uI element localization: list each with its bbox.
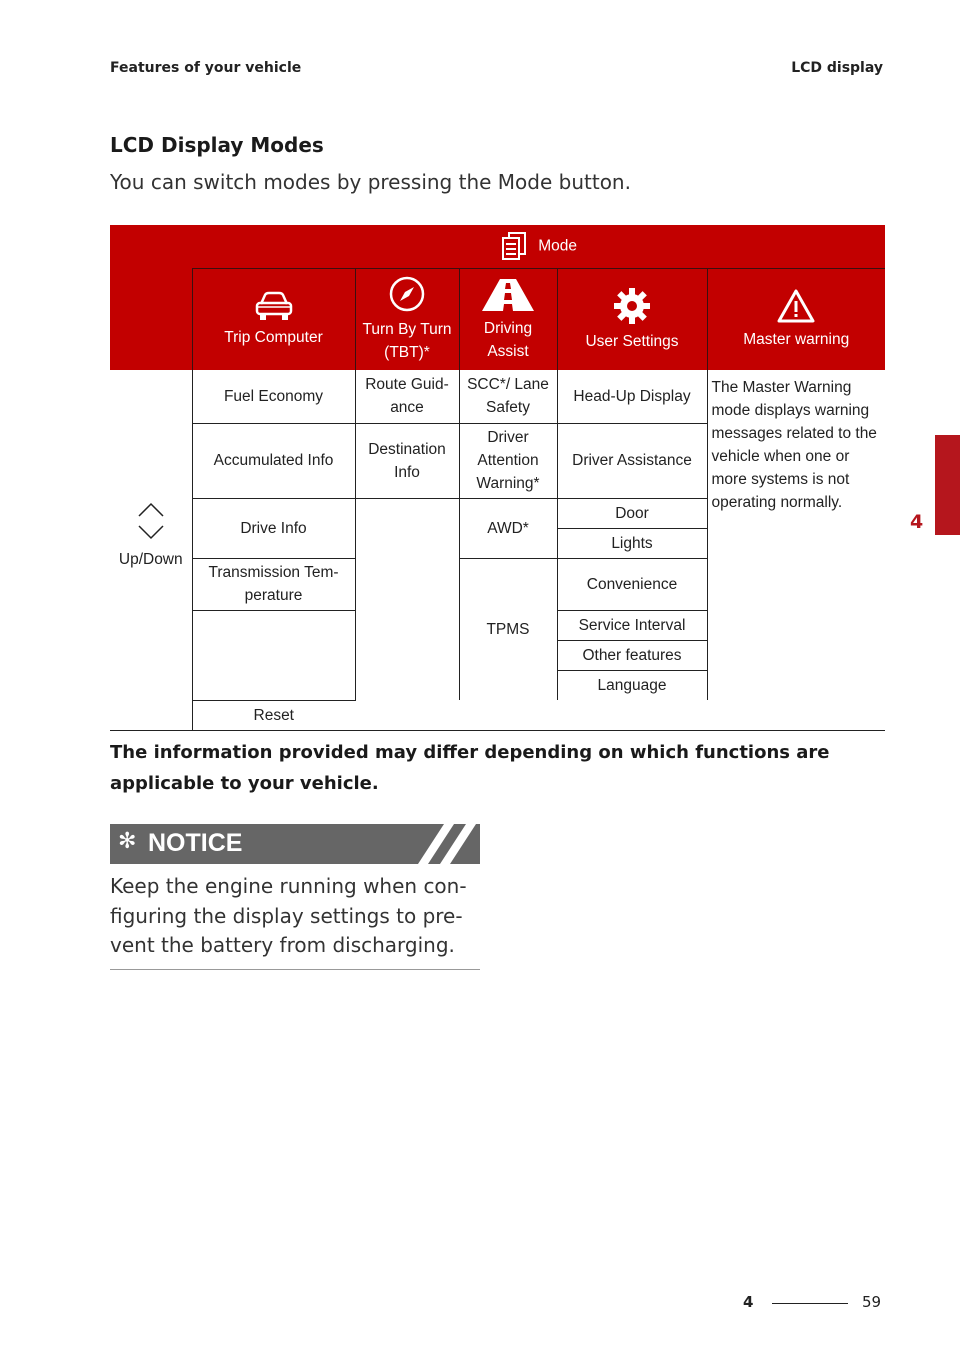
- user-item: Language: [557, 670, 707, 700]
- disclaimer-text: The information provided may differ depending on which functions are applicable to your vehicle.: [110, 742, 830, 794]
- lcd-modes-table: [110, 225, 885, 731]
- user-item: Reset: [192, 700, 355, 730]
- user-item: Service Interval: [557, 610, 707, 640]
- driving-item: TPMS: [459, 558, 557, 700]
- page-number: 59: [862, 1293, 882, 1311]
- table-corner: [110, 225, 192, 370]
- footer-chapter: 4: [743, 1293, 754, 1311]
- tbt-item: Route Guid-ance: [355, 370, 459, 423]
- col-master-warning: [707, 268, 885, 370]
- user-item: Door: [557, 498, 707, 528]
- driving-item: AWD*: [459, 498, 557, 558]
- trip-empty: [192, 610, 355, 700]
- mode-icon: [500, 231, 528, 261]
- tbt-empty: [355, 498, 459, 700]
- driving-assist-label: Driving Assist: [483, 320, 533, 361]
- master-warning-description: The Master Warning mode displays warning messages related to the vehicle when one or more systems is not operating normally.: [707, 370, 885, 700]
- trip-item: Transmission Tem-perature: [192, 558, 355, 610]
- asterisk-icon: ✻: [118, 829, 137, 854]
- warning-triangle-icon: [776, 288, 816, 324]
- mode-label: Mode: [538, 237, 578, 255]
- user-settings-label: User Settings: [585, 332, 679, 350]
- user-item: Other features: [557, 640, 707, 670]
- up-down-arrows-icon: [136, 500, 166, 542]
- up-down-cell: [110, 370, 192, 700]
- stripes-icon: [418, 824, 480, 864]
- trip-item: Fuel Economy: [192, 370, 355, 423]
- header-section-title: Features of your vehicle: [110, 60, 302, 76]
- turn-by-turn-label: Turn By Turn (TBT)*: [362, 321, 452, 362]
- header-topic: LCD display: [791, 60, 883, 76]
- col-user-settings: [557, 268, 707, 370]
- notice-title: NOTICE: [148, 829, 243, 857]
- lane-icon: [480, 275, 536, 313]
- tbt-item: Destination Info: [355, 423, 459, 498]
- col-driving-assist: [459, 268, 557, 370]
- intro-text: You can switch modes by pressing the Mode button.: [110, 170, 631, 194]
- driving-item: SCC*/ Lane Safety: [459, 370, 557, 423]
- user-item: Convenience: [557, 558, 707, 610]
- car-icon: [253, 290, 295, 322]
- up-down-label: Up/Down: [118, 550, 183, 568]
- user-item: Driver Assistance: [557, 423, 707, 498]
- user-item: Lights: [557, 528, 707, 558]
- trip-item: Drive Info: [192, 498, 355, 558]
- master-warning-label: Master warning: [743, 330, 850, 348]
- col-trip-computer: [192, 268, 355, 370]
- footer-divider: [772, 1303, 848, 1304]
- driving-item: Driver Attention Warning*: [459, 423, 557, 498]
- gear-icon: [612, 286, 652, 326]
- trip-spacer: [110, 700, 192, 730]
- notice-divider: [110, 969, 480, 970]
- user-item: Head-Up Display: [557, 370, 707, 423]
- chapter-tab-number: 4: [910, 511, 924, 533]
- section-heading: LCD Display Modes: [110, 133, 324, 157]
- col-turn-by-turn: [355, 268, 459, 370]
- chapter-tab: [935, 435, 960, 535]
- mode-header: [192, 225, 885, 268]
- trip-item: Accumulated Info: [192, 423, 355, 498]
- trip-computer-label: Trip Computer: [224, 328, 323, 346]
- compass-icon: [387, 274, 427, 314]
- notice-body: Keep the engine running when con-figuring the display settings to pre-vent the battery from discharging.: [110, 874, 467, 957]
